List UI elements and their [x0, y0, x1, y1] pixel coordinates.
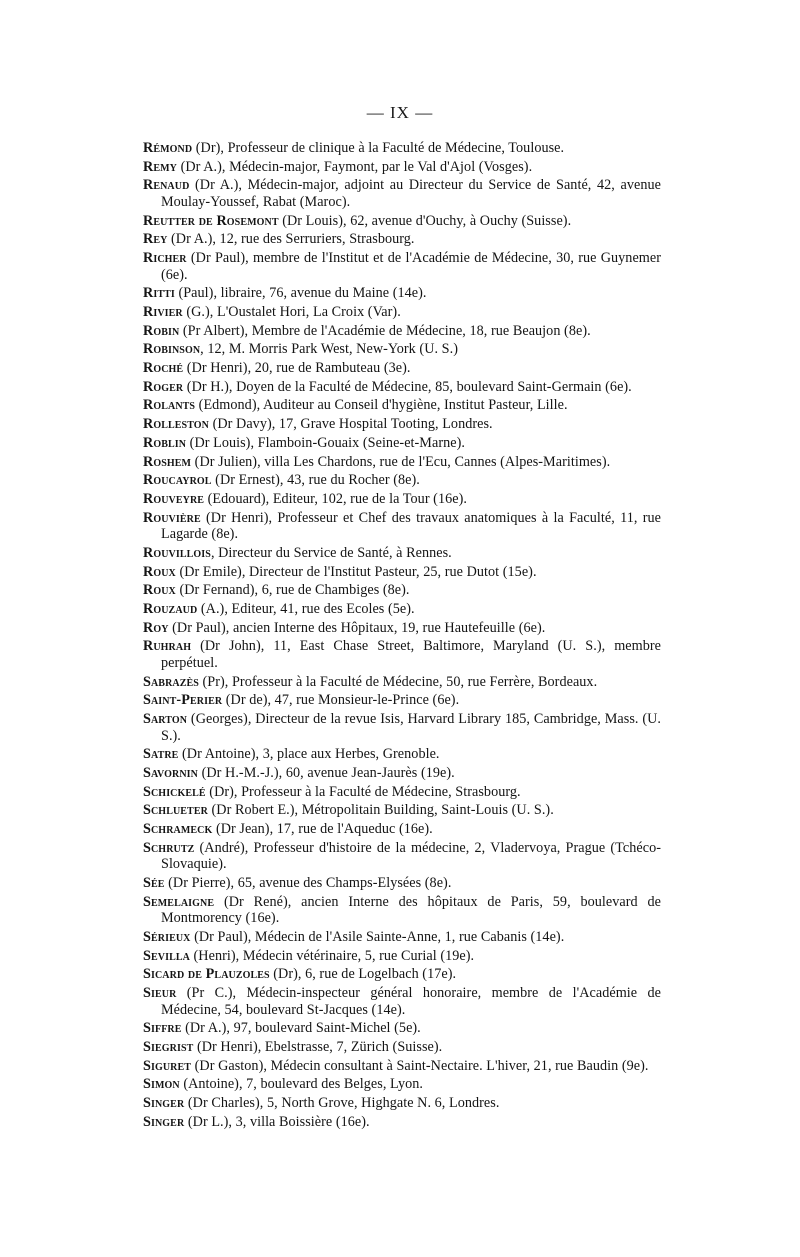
entry-details: (Dr Jean), 17, rue de l'Aqueduc (16e).: [212, 820, 433, 837]
entry-details: (Henri), Médecin vétérinaire, 5, rue Curial (19e).: [189, 947, 475, 964]
directory-entry: [143, 1039, 661, 1056]
directory-entry: [143, 416, 661, 433]
entry-name: Remy: [143, 158, 177, 175]
directory-entry: [143, 711, 661, 744]
directory-entry: [143, 545, 661, 562]
directory-entry: [143, 564, 661, 581]
entry-details: (Dr Paul), Médecin de l'Asile Sainte-Anne, 1, rue Cabanis (14e).: [190, 928, 565, 945]
directory-entry: [143, 213, 661, 230]
entry-name: Schrutz: [143, 839, 195, 856]
entry-details: (Paul), libraire, 76, avenue du Maine (14e).: [174, 285, 427, 302]
entry-name: Schickelé: [143, 783, 206, 800]
entry-details: (Dr John), 11, East Chase Street, Baltimore, Maryland (U. S.), membre perpétuel.: [161, 638, 661, 671]
entry-details: (Antoine), 7, boulevard des Belges, Lyon.: [179, 1076, 423, 1093]
entry-name: Rivier: [143, 304, 183, 320]
entry-name: Sabrazès: [143, 673, 199, 690]
directory-entry: [143, 341, 661, 358]
entry-name: Simon: [143, 1076, 180, 1093]
entry-details: , 12, M. Morris Park West, New-York (U. S.): [200, 341, 458, 358]
entry-details: (Dr H.), Doyen de la Faculté de Médecine, 85, boulevard Saint-Germain (6e).: [183, 378, 632, 395]
entry-details: (Dr), Professeur de clinique à la Faculté de Médecine, Toulouse.: [192, 140, 565, 156]
entry-name: Roucayrol: [143, 472, 212, 489]
directory-entry: [143, 620, 661, 637]
entry-name: Reutter de Rosemont: [143, 212, 279, 229]
entry-details: (Georges), Directeur de la revue Isis, Harvard Library 185, Cambridge, Mass. (U. S.).: [161, 710, 661, 744]
entry-name: Roy: [143, 619, 169, 636]
entry-name: Robin: [143, 322, 180, 339]
entry-name: Rouvière: [143, 509, 201, 526]
directory-entry: [143, 746, 661, 763]
directory-entry: [143, 360, 661, 377]
entry-name: Roux: [143, 582, 176, 599]
entry-name: Savornin: [143, 764, 198, 781]
entry-name: Rouvillois: [143, 544, 211, 561]
directory-entry: [143, 379, 661, 396]
directory-entry: [143, 454, 661, 471]
entry-name: Schlueter: [143, 802, 208, 819]
directory-entry: [143, 472, 661, 489]
directory-list: [143, 140, 661, 1132]
entry-details: (Dr Pierre), 65, avenue des Champs-Elysées (8e).: [164, 874, 452, 891]
entry-name: Sieur: [143, 984, 177, 1001]
directory-entry: [143, 1095, 661, 1112]
entry-details: (André), Professeur d'histoire de la médecine, 2, Vladervoya, Prague (Tchéco-Slovaquie).: [161, 839, 661, 873]
directory-entry: [143, 638, 661, 671]
directory-entry: [143, 966, 661, 983]
entry-name: Sarton: [143, 710, 188, 727]
directory-entry: [143, 140, 661, 157]
entry-details: (Dr A.), 12, rue des Serruriers, Strasbourg.: [167, 231, 415, 248]
entry-details: (Dr Henri), 20, rue de Rambuteau (3e).: [183, 360, 411, 377]
directory-entry: [143, 304, 661, 321]
entry-name: Satre: [143, 746, 179, 763]
entry-details: (A.), Editeur, 41, rue des Ecoles (5e).: [197, 600, 415, 617]
entry-name: Ruhrah: [143, 638, 192, 655]
entry-name: Sevilla: [143, 947, 190, 964]
entry-name: Rouzaud: [143, 600, 198, 617]
entry-details: (Dr Henri), Professeur et Chef des travaux anatomiques à la Faculté, 11, rue Lagarde (8e).: [161, 509, 661, 543]
directory-entry: [143, 802, 661, 819]
entry-details: (Dr Paul), ancien Interne des Hôpitaux, 19, rue Hautefeuille (6e).: [168, 619, 546, 636]
directory-entry: [143, 985, 661, 1018]
entry-details: (Pr), Professeur à la Faculté de Médecine, 50, rue Ferrère, Bordeaux.: [198, 673, 598, 690]
entry-details: (Dr Gaston), Médecin consultant à Saint-Nectaire. L'hiver, 21, rue Baudin (9e).: [191, 1057, 649, 1074]
entry-name: Schrameck: [143, 820, 213, 837]
entry-name: Richer: [143, 250, 187, 267]
directory-entry: [143, 323, 661, 340]
directory-entry: [143, 692, 661, 709]
directory-entry: [143, 821, 661, 838]
entry-details: (Dr Emile), Directeur de l'Institut Pasteur, 25, rue Dutot (15e).: [175, 563, 537, 580]
entry-details: (Dr Charles), 5, North Grove, Highgate N. 6, Londres.: [184, 1095, 500, 1111]
entry-name: Singer: [143, 1095, 185, 1111]
directory-entry: [143, 177, 661, 210]
entry-details: (Dr Louis), Flamboin-Gouaix (Seine-et-Marne).: [186, 434, 465, 451]
entry-name: Semelaigne: [143, 893, 215, 910]
entry-details: (Dr A.), 97, boulevard Saint-Michel (5e).: [181, 1020, 421, 1037]
entry-name: Rolleston: [143, 416, 209, 433]
entry-details: (Pr Albert), Membre de l'Académie de Médecine, 18, rue Beaujon (8e).: [179, 322, 591, 339]
directory-entry: [143, 840, 661, 873]
entry-details: (Dr Fernand), 6, rue de Chambiges (8e).: [175, 582, 410, 599]
entry-details: (Dr H.-M.-J.), 60, avenue Jean-Jaurès (19e).: [197, 764, 455, 781]
entry-name: Sée: [143, 874, 165, 891]
entry-details: (Dr A.), Médecin-major, Faymont, par le Val d'Ajol (Vosges).: [176, 158, 533, 175]
directory-entry: [143, 765, 661, 782]
entry-details: (Dr), Professeur à la Faculté de Médecine, Strasbourg.: [205, 783, 521, 800]
entry-details: (Dr A.), Médecin-major, adjoint au Directeur du Service de Santé, 42, avenue Moulay-Youssef, Rabat (Maroc).: [161, 177, 661, 210]
entry-name: Rey: [143, 231, 168, 248]
directory-entry: [143, 510, 661, 543]
directory-entry: [143, 601, 661, 618]
entry-details: (Edmond), Auditeur au Conseil d'hygiène, Institut Pasteur, Lille.: [195, 397, 568, 414]
directory-entry: [143, 875, 661, 892]
entry-details: (Edouard), Editeur, 102, rue de la Tour (16e).: [204, 490, 467, 507]
directory-entry: [143, 582, 661, 599]
entry-name: Renaud: [143, 177, 190, 194]
entry-name: Roblin: [143, 434, 187, 451]
directory-entry: [143, 1076, 661, 1093]
entry-name: Roux: [143, 563, 176, 580]
entry-name: Roger: [143, 378, 184, 395]
entry-details: (Pr C.), Médecin-inspecteur général honoraire, membre de l'Académie de Médecine, 54, boulevard St-Jacques (14e).: [161, 984, 661, 1018]
directory-entry: [143, 435, 661, 452]
entry-details: (Dr René), ancien Interne des hôpitaux de Paris, 59, boulevard de Montmorency (16e).: [161, 893, 661, 927]
entry-details: (Dr L.), 3, villa Boissière (16e).: [184, 1113, 370, 1130]
entry-details: , Directeur du Service de Santé, à Rennes.: [210, 544, 452, 561]
entry-details: (Dr Paul), membre de l'Institut et de l'Académie de Médecine, 30, rue Guynemer (6e).: [161, 250, 661, 283]
directory-entry: [143, 1058, 661, 1075]
entry-name: Siguret: [143, 1057, 192, 1074]
entry-name: Rouveyre: [143, 490, 205, 507]
entry-details: (Dr Henri), Ebelstrasse, 7, Zürich (Suisse).: [193, 1038, 443, 1055]
entry-details: (Dr), 6, rue de Logelbach (17e).: [269, 966, 457, 983]
entry-name: Ritti: [143, 285, 175, 302]
entry-name: Siffre: [143, 1020, 182, 1037]
directory-entry: [143, 1020, 661, 1037]
entry-name: Rolants: [143, 397, 196, 414]
entry-details: (Dr de), 47, rue Monsieur-le-Prince (6e).: [222, 692, 460, 709]
directory-entry: [143, 231, 661, 248]
entry-name: Roshem: [143, 453, 192, 470]
page-number: — IX —: [366, 103, 434, 122]
entry-details: (G.), L'Oustalet Hori, La Croix (Var).: [182, 304, 401, 320]
entry-name: Roché: [143, 360, 184, 377]
entry-name: Siegrist: [143, 1038, 194, 1055]
entry-details: (Dr Davy), 17, Grave Hospital Tooting, Londres.: [209, 416, 493, 433]
entry-name: Robinson: [143, 341, 201, 358]
directory-entry: [143, 159, 661, 176]
entry-details: (Dr Ernest), 43, rue du Rocher (8e).: [211, 472, 420, 489]
directory-entry: [143, 1114, 661, 1131]
entry-name: Singer: [143, 1113, 185, 1130]
directory-entry: [143, 894, 661, 927]
directory-entry: [143, 397, 661, 414]
entry-details: (Dr Julien), villa Les Chardons, rue de l'Ecu, Cannes (Alpes-Maritimes).: [191, 453, 611, 470]
entry-name: Saint-Perier: [143, 692, 223, 709]
directory-entry: [143, 948, 661, 965]
entry-name: Sicard de Plauzoles: [143, 966, 270, 983]
entry-details: (Dr Robert E.), Métropolitain Building, Saint-Louis (U. S.).: [207, 802, 554, 819]
directory-entry: [143, 285, 661, 302]
directory-entry: [143, 674, 661, 691]
entry-name: Sérieux: [143, 928, 191, 945]
entry-details: (Dr Louis), 62, avenue d'Ouchy, à Ouchy (Suisse).: [278, 212, 572, 229]
directory-entry: [143, 491, 661, 508]
directory-entry: [143, 784, 661, 801]
entry-details: (Dr Antoine), 3, place aux Herbes, Grenoble.: [178, 746, 440, 763]
entry-name: Rémond: [143, 140, 193, 156]
directory-entry: [143, 929, 661, 946]
directory-entry: [143, 250, 661, 283]
